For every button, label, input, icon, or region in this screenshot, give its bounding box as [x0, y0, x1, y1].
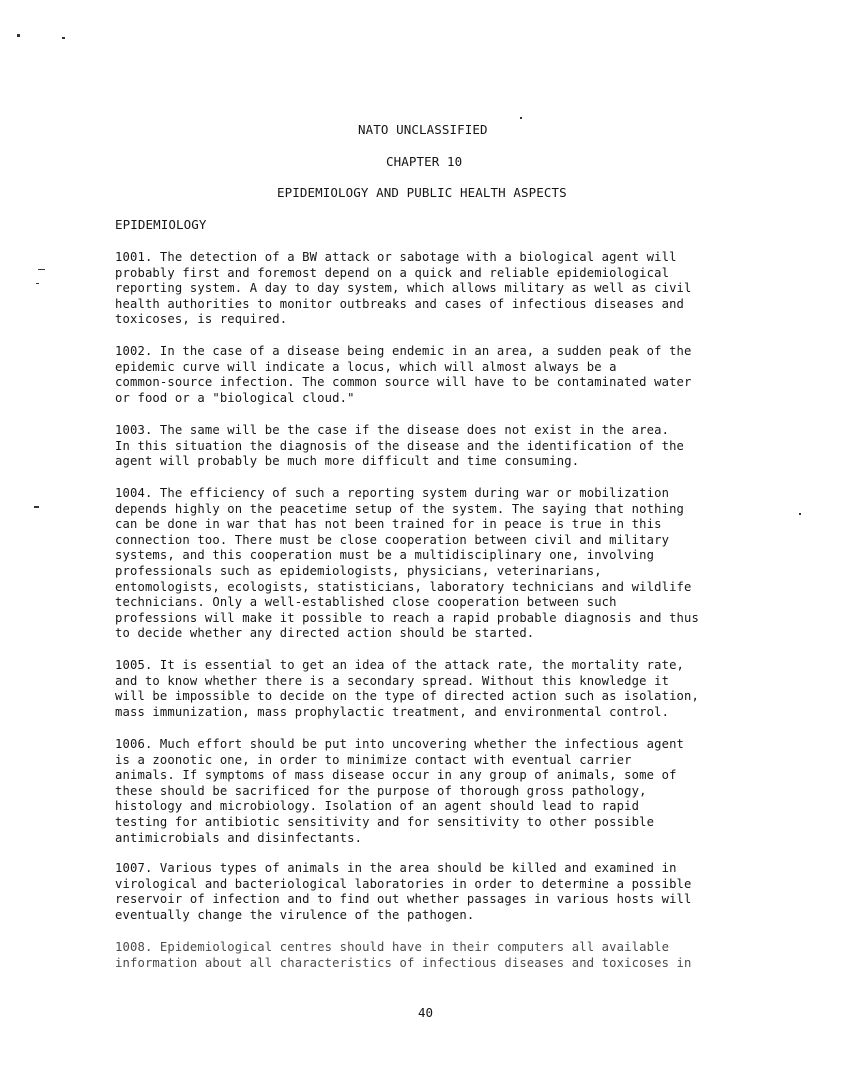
paragraph-1004: 1004. The efficiency of such a reporting system during war or mobilization depends highly on the peacetime setup of the system. The saying that nothing can be done in war that has not been trained for in peace is true in this connection too. There must be close cooperation between civil and military systems, and this cooperation must be a multidisciplinary one, involving professionals such as epidemiologists, physicians, veterinarians, entomologists, ecologists, statisticians, laboratory technicians and wildlife technicians. Only a well-established close cooperation between such professions will make it possible to reach a rapid probable diagnosis and thus to decide whether any directed action should be started.	[115, 486, 700, 641]
paragraph-1002: 1002. In the case of a disease being endemic in an area, a sudden peak of the epidemic curve will indicate a locus, which will almost always be a common-source infection. The common source will have to be contaminated water or food or a "biological cloud."	[115, 344, 692, 405]
paragraph-1003: 1003. The same will be the case if the disease does not exist in the area. In this situation the diagnosis of the disease and the identification of the agent will probably be much more difficult and time consuming.	[115, 423, 685, 469]
paragraph-1007: 1007. Various types of animals in the area should be killed and examined in virological and bacteriological laboratories in order to determine a possible reservoir of infection and to find out whether passages in various hosts will eventually change the virulence of the pathogen.	[115, 861, 692, 922]
scan-speck	[34, 506, 39, 508]
section-heading: EPIDEMIOLOGY	[115, 217, 207, 232]
scan-speck	[38, 269, 45, 270]
scan-speck	[799, 513, 801, 515]
scan-speck	[17, 34, 20, 37]
scan-speck	[62, 37, 65, 39]
scan-speck	[36, 283, 39, 284]
chapter-title: EPIDEMIOLOGY AND PUBLIC HEALTH ASPECTS	[277, 185, 567, 200]
paragraph-1008: 1008. Epidemiological centres should have in their computers all available information about all characteristics of infectious diseases and toxicoses in	[115, 940, 692, 970]
classification-marking: NATO UNCLASSIFIED	[358, 122, 488, 137]
chapter-number: CHAPTER 10	[386, 154, 463, 169]
page-number: 40	[418, 1005, 434, 1020]
scan-speck	[520, 117, 522, 119]
paragraph-1006: 1006. Much effort should be put into uncovering whether the infectious agent is a zoonotic one, in order to minimize contact with eventual carrier animals. If symptoms of mass disease occur in any group of animals, some of these should be sacrificed for the purpose of thorough gross pathology, histology and microbiology. Isolation of an agent should lead to rapid testing for antibiotic sensitivity and for sensitivity to other possible antimicrobials and disinfectants.	[115, 737, 685, 845]
paragraph-1005: 1005. It is essential to get an idea of the attack rate, the mortality rate, and to know whether there is a secondary spread. Without this knowledge it will be impossible to decide on the type of directed action such as isolation, mass immunization, mass prophylactic treatment, and environmental control.	[115, 658, 700, 719]
paragraph-1001: 1001. The detection of a BW attack or sabotage with a biological agent will probably first and foremost depend on a quick and reliable epidemiological reporting system. A day to day system, which allows military as well as civil health authorities to monitor outbreaks and cases of infectious diseases and toxicoses, is required.	[115, 250, 692, 327]
